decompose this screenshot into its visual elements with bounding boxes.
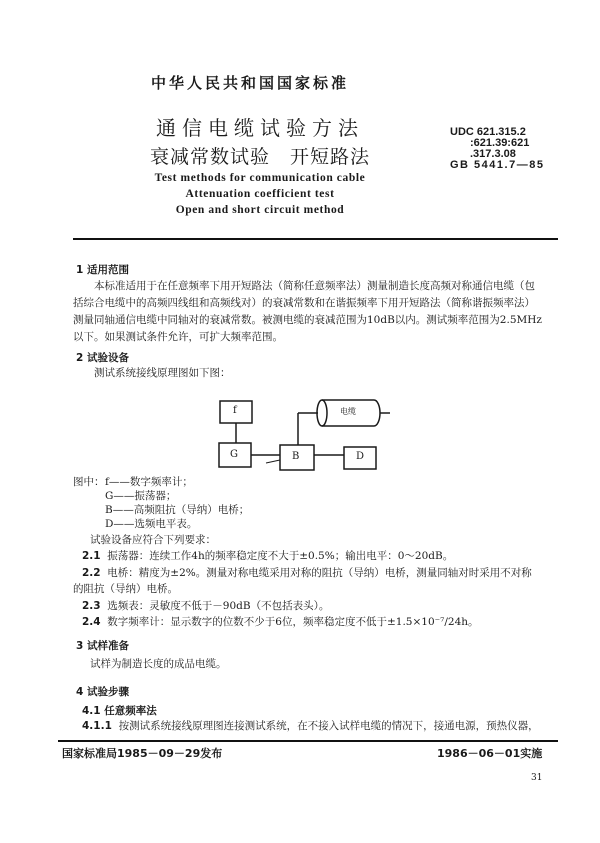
item-number: 2.1 [82, 550, 101, 562]
effective-date: 1986－06－01实施 [437, 747, 543, 760]
legend-list [105, 475, 249, 531]
udc-line2: :621.39:621 [470, 137, 530, 149]
item-2-3 [82, 598, 329, 615]
standard-label: 中华人民共和国国家标准 [150, 74, 349, 92]
section-2-heading: 2 试验设备 [76, 352, 129, 364]
para-line: 本标准适用于在任意频率下用开短路法（简称任意频率法）测量制造长度高频对称通信电缆（包 [94, 280, 535, 292]
legend-item: f——数字频率计； [105, 476, 193, 488]
item-text: 按测试系统接线原理图连接测试系统，在不接入试样电缆的情况下，接通电源，预热仪器， [118, 720, 539, 732]
title-en-line1: Test methods for communication cable [154, 172, 366, 184]
section-3-para: 试样为制造长度的成品电缆。 [90, 658, 227, 670]
item-4-1-1 [82, 718, 539, 735]
para-line: 测量同轴通信电缆中同轴对的衰减常数。被测电缆的衰减范围为10dB以内。测试频率范围为2.5MHz [73, 314, 542, 326]
item-2-1 [82, 548, 453, 565]
box-b-label: B [292, 451, 300, 462]
box-f-label: f [233, 405, 237, 416]
section-2-intro: 测试系统接线原理图如下图： [94, 367, 231, 379]
item-2-2-cont: 的阻抗（导纳）电桥。 [73, 583, 178, 595]
gb-number: GB 5441.7—85 [450, 159, 545, 171]
item-2-4 [82, 614, 479, 631]
title-en-line2: Attenuation coefficient test [185, 188, 335, 200]
section-1-para [73, 278, 542, 346]
section-1-heading: 1 适用范围 [76, 264, 129, 276]
udc-line1: UDC 621.315.2 [450, 126, 526, 138]
legend-item: D——选频电平表。 [105, 518, 198, 530]
item-text: 选频表：灵敏度不低于－90dB（不包括表头）。 [107, 600, 330, 612]
wiring-diagram-svg [200, 385, 400, 480]
footer-rule [58, 740, 558, 742]
wiring-diagram [200, 385, 400, 480]
requirements-intro: 试验设备应符合下列要求： [90, 534, 216, 546]
box-g-label: G [230, 449, 238, 460]
title-cn-line1: 通信电缆试验方法 [156, 116, 364, 140]
legend-prefix: 图中： [73, 476, 105, 488]
item-number: 2.4 [82, 616, 101, 628]
cable-label: 电缆 [340, 407, 356, 416]
para-line: 括综合电缆中的高频四线组和高频线对）的衰减常数和在谐振频率下用开短路法（简称谐振频率法） [73, 297, 535, 309]
title-cn-line2: 衰减常数试验 开短路法 [149, 146, 370, 168]
item-number: 2.3 [82, 600, 101, 612]
udc-line3: .317.3.08 [470, 148, 516, 160]
section-4-1-heading: 4.1 任意频率法 [82, 705, 157, 717]
header-rule [73, 238, 558, 240]
item-text: 电桥：精度为±2%。测量对称电缆采用对称的阻抗（导纳）电桥，测量同轴对时采用不对称 [107, 567, 532, 579]
legend-item: B——高频阻抗（导纳）电桥； [105, 504, 250, 516]
item-text: 数字频率计：显示数字的位数不少于6位，频率稳定度不低于±1.5×10⁻⁷/24h。 [107, 616, 479, 628]
section-3-heading: 3 试样准备 [76, 640, 129, 652]
page-number: 31 [531, 773, 543, 783]
issue-date: 国家标准局1985－09－29发布 [62, 747, 223, 760]
item-number: 4.1.1 [82, 720, 112, 732]
item-2-2 [82, 565, 532, 582]
legend-item: G——振荡器； [105, 490, 177, 502]
box-d-label: D [356, 451, 365, 462]
title-en-line3: Open and short circuit method [175, 204, 345, 216]
section-4-heading: 4 试验步骤 [76, 686, 129, 698]
para-line: 以下。如果测试条件允许，可扩大频率范围。 [73, 331, 283, 343]
item-number: 2.2 [82, 567, 101, 579]
item-text: 振荡器：连续工作4h的频率稳定度不大于±0.5%；输出电平：0～20dB。 [107, 550, 454, 562]
